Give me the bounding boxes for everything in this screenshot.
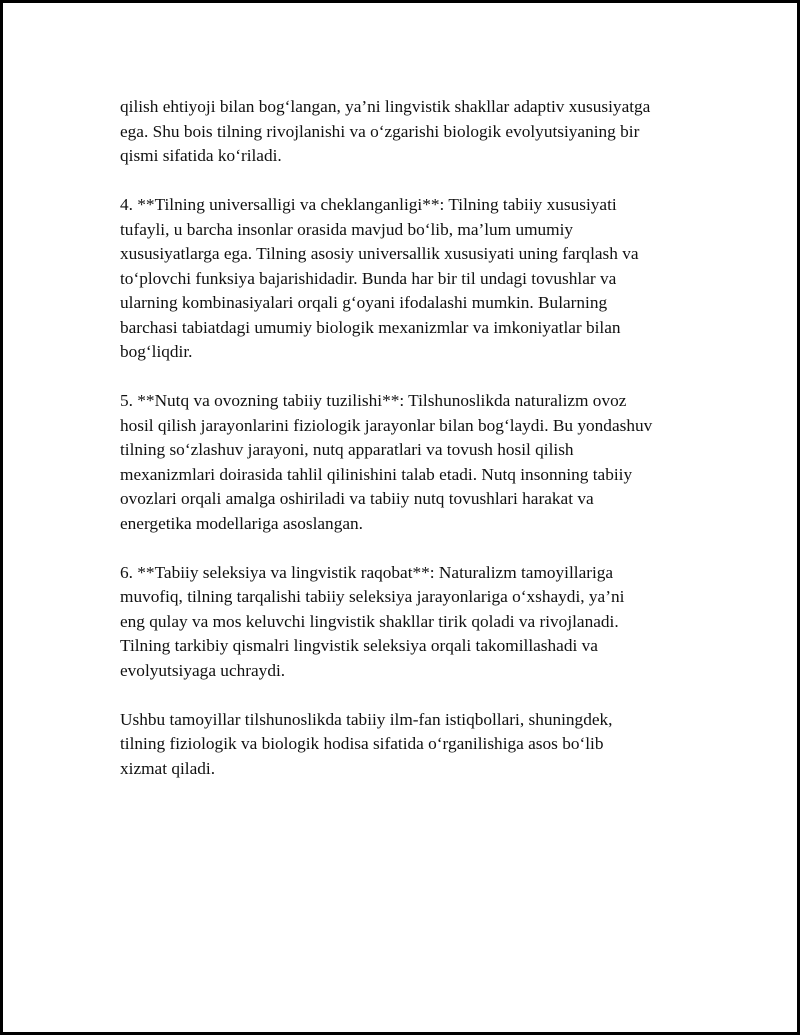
paragraph-item-5: [120, 389, 700, 536]
text-line: Ushbu tamoyillar tilshunoslikda tabiiy ilm-fan istiqbollari, shuningdek,: [120, 709, 613, 729]
text-line: to‘plovchi funksiya bajarishidadir. Bunda har bir til undagi tovushlar va: [120, 268, 617, 288]
text-line: ularning kombinasiyalari orqali g‘oyani ifodalashi mumkin. Bularning: [120, 293, 608, 312]
paragraph-conclusion: [120, 708, 700, 782]
text-line: xizmat qiladi.: [120, 758, 216, 778]
text-line: eng qulay va mos keluvchi lingvistik shakllar tirik qoladi va rivojlanadi.: [120, 611, 619, 631]
text-line: tilning fiziologik va biologik hodisa sifatida o‘rganilishiga asos bo‘lib: [120, 734, 604, 753]
text-line: 5. **Nutq va ovozning tabiiy tuzilishi**: Tilshunoslikda naturalizm ovoz: [120, 391, 627, 410]
text-line: barchasi tabiatdagi umumiy biologik mexanizmlar va imkoniyatlar bilan: [120, 317, 621, 337]
document-body: [120, 95, 700, 806]
text-line: tufayli, u barcha insonlar orasida mavjud bo‘lib, ma’lum umumiy: [120, 219, 574, 239]
text-line: tilning so‘zlashuv jarayoni, nutq apparatlari va tovush hosil qilish: [120, 440, 574, 459]
text-line: hosil qilish jarayonlarini fiziologik jarayonlar bilan bog‘laydi. Bu yondashuv: [120, 415, 653, 435]
text-line: ovozlari orqali amalga oshiriladi va tabiiy nutq tovushlari harakat va: [120, 489, 594, 508]
text-line: mexanizmlari doirasida tahlil qilinishini talab etadi. Nutq insonning tabiiy: [120, 464, 633, 484]
text-line: qilish ehtiyoji bilan bog‘langan, ya’ni lingvistik shakllar adaptiv xususiyatga: [120, 97, 651, 116]
text-line: 4. **Tilning universalligi va cheklanganligi**: Tilning tabiiy xususiyati: [120, 195, 617, 214]
paragraph-continuation: [120, 95, 700, 169]
text-line: qismi sifatida ko‘riladi.: [120, 146, 282, 165]
text-line: Tilning tarkibiy qismalri lingvistik seleksiya orqali takomillashadi va: [120, 636, 598, 655]
text-line: muvofiq, tilning tarqalishi tabiiy seleksiya jarayonlariga o‘xshaydi, ya’ni: [120, 587, 625, 606]
text-line: ega. Shu bois tilning rivojlanishi va o‘zgarishi biologik evolyutsiyaning bir: [120, 121, 640, 141]
paragraph-item-6: [120, 561, 700, 684]
text-line: 6. **Tabiiy seleksiya va lingvistik raqobat**: Naturalizm tamoyillariga: [120, 562, 614, 582]
text-line: evolyutsiyaga uchraydi.: [120, 660, 286, 680]
text-line: bog‘liqdir.: [120, 342, 193, 361]
text-line: xususiyatlarga ega. Tilning asosiy universallik xususiyati uning farqlash va: [120, 244, 639, 263]
text-line: energetika modellariga asoslangan.: [120, 513, 363, 533]
paragraph-item-4: [120, 193, 700, 365]
